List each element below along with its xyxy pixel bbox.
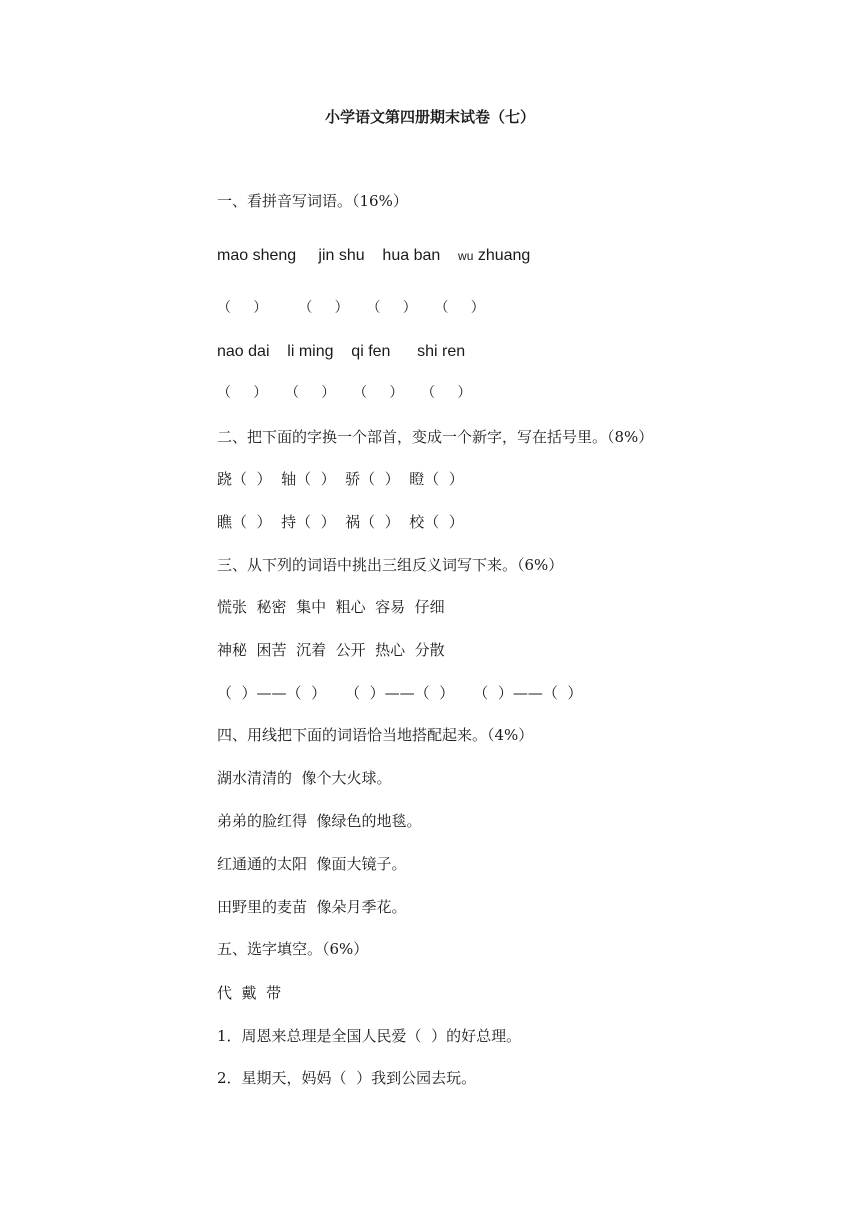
radical-row-2: 瞧（ ） 持（ ） 祸（ ） 校（ ）: [217, 513, 464, 531]
answer-blanks-row-1: （ ） （ ） （ ） （ ）: [217, 300, 485, 316]
match-item-4: 田野里的麦苗 像朵月季花。: [217, 898, 407, 916]
section-3-heading: 三、从下列的词语中挑出三组反义词写下来。（6%）: [217, 556, 564, 574]
fill-question-1: 1．周恩来总理是全国人民爱（ ）的好总理。: [217, 1027, 522, 1045]
word-list-row-1: 慌张 秘密 集中 粗心 容易 仔细: [217, 598, 445, 616]
match-item-1: 湖水清清的 像个大火球。: [217, 769, 392, 787]
word-list-row-2: 神秘 困苦 沉着 公开 热心 分散: [217, 641, 445, 659]
page-title: 小学语文第四册期末试卷（七）: [324, 108, 535, 126]
match-item-2: 弟弟的脸红得 像绿色的地毯。: [217, 812, 422, 830]
pinyin-row-1-part-b: zhuang: [473, 247, 531, 264]
section-1-heading: 一、看拼音写词语。（16%）: [217, 192, 408, 210]
radical-row-1: 跷（ ） 轴（ ） 骄（ ） 瞪（ ）: [217, 470, 464, 488]
section-2-heading: 二、把下面的字换一个部首，变成一个新字，写在括号里。（8%）: [217, 428, 654, 446]
section-4-heading: 四、用线把下面的词语恰当地搭配起来。（4%）: [217, 726, 534, 744]
character-choices: 代 戴 带: [217, 984, 282, 1002]
pinyin-row-2: nao dai li ming qi fen shi ren: [217, 343, 466, 360]
antonym-blanks: （ ）——（ ） （ ）——（ ） （ ）——（ ）: [217, 684, 583, 702]
section-5-heading: 五、选字填空。（6%）: [217, 940, 369, 958]
match-item-3: 红通通的太阳 像面大镜子。: [217, 855, 407, 873]
fill-question-2: 2．星期天，妈妈（ ）我到公园去玩。: [217, 1069, 477, 1087]
answer-blanks-row-2: （ ） （ ） （ ） （ ）: [217, 385, 472, 401]
pinyin-row-1: [217, 246, 530, 266]
pinyin-row-1-part-a: mao sheng jin shu hua ban: [217, 247, 459, 264]
pinyin-row-1-wu: wu: [458, 249, 474, 263]
